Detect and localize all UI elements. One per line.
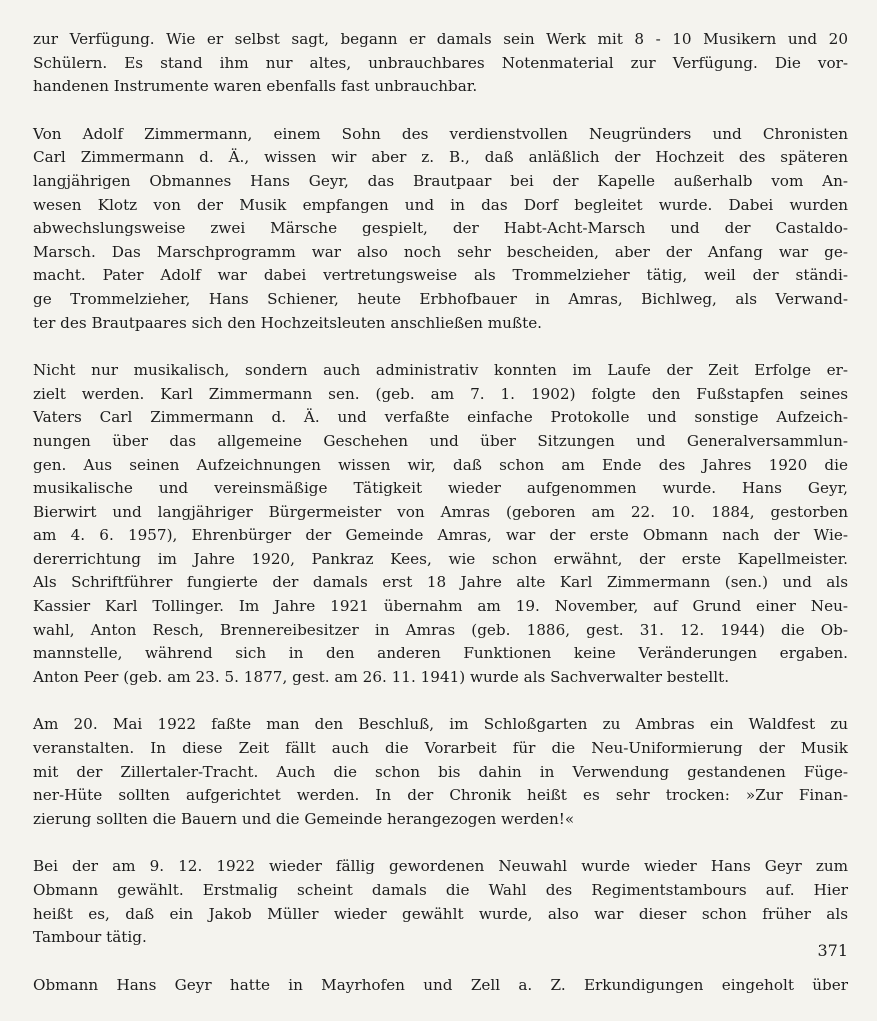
text-line: Am 20. Mai 1922 faßte man den Beschluß, im Schloßgarten zu Ambras ein Waldfest zu [33, 715, 848, 734]
text-line: Bierwirt und langjähriger Bürgermeister von Amras (geboren am 22. 10. 1884, gestorben [33, 502, 848, 521]
paragraph-3 [33, 359, 848, 689]
text-line: musikalische und vereinsmäßige Tätigkeit wieder aufgenommen wurde. Hans Geyr, [33, 479, 848, 498]
text-line: Nicht nur musikalisch, sondern auch administrativ konnten im Laufe der Zeit Erfolge er- [33, 361, 848, 380]
text-line: Anton Peer (geb. am 23. 5. 1877, gest. am 26. 11. 1941) wurde als Sachverwalter bestellt. [33, 667, 730, 686]
text-line: handenen Instrumente waren ebenfalls fast unbrauchbar. [33, 77, 478, 96]
paragraph-5 [33, 855, 848, 949]
paragraph-4 [33, 713, 848, 831]
text-line: zielt werden. Karl Zimmermann sen. (geb. am 7. 1. 1902) folgte den Fußstapfen seines [33, 384, 848, 403]
text-line: gen. Aus seinen Aufzeichnungen wissen wir, daß schon am Ende des Jahres 1920 die [33, 455, 848, 474]
text-line: dererrichtung im Jahre 1920, Pankraz Kees, wie schon erwähnt, der erste Kapellmeister. [33, 549, 848, 568]
text-line: heißt es, daß ein Jakob Müller wieder gewählt wurde, also war dieser schon früher als [33, 904, 848, 923]
text-line: Schülern. Es stand ihm nur altes, unbrauchbares Notenmaterial zur Verfügung. Die vor- [33, 53, 848, 72]
text-line: wesen Klotz von der Musik empfangen und in das Dorf begleitet wurde. Dabei wurden [33, 195, 848, 214]
text-line: Carl Zimmermann d. Ä., wissen wir aber z. B., daß anläßlich der Hochzeit des späteren [33, 148, 848, 167]
paragraph-2 [33, 123, 848, 335]
text-line: Kassier Karl Tollinger. Im Jahre 1921 übernahm am 19. November, auf Grund einer Neu- [33, 597, 848, 616]
text-line: Obmann Hans Geyr hatte in Mayrhofen und Zell a. Z. Erkundigungen eingeholt über [33, 975, 848, 994]
text-line: mannstelle, während sich in den anderen Funktionen keine Veränderungen ergaben. [33, 644, 848, 663]
text-line: nungen über das allgemeine Geschehen und über Sitzungen und Generalversammlun- [33, 431, 848, 450]
text-line: zur Verfügung. Wie er selbst sagt, begann er damals sein Werk mit 8 - 10 Musikern und 20 [33, 30, 848, 48]
text-line: Tambour tätig. [33, 928, 147, 947]
text-line: ge Trommelzieher, Hans Schiener, heute Erbhofbauer in Amras, Bichlweg, als Verwand- [33, 289, 848, 308]
paragraph-1 [33, 28, 848, 99]
text-line: veranstalten. In diese Zeit fällt auch die Vorarbeit für die Neu-Uniformierung der Musik [33, 739, 848, 758]
text-line: langjährigen Obmannes Hans Geyr, das Brautpaar bei der Kapelle außerhalb vom An- [33, 171, 848, 190]
text-line: Von Adolf Zimmermann, einem Sohn des verdienstvollen Neugründers und Chronisten [33, 124, 848, 143]
page-body [33, 28, 848, 1021]
text-line: zierung sollten die Bauern und die Gemeinde herangezogen werden!« [33, 809, 575, 828]
text-line: abwechslungsweise zwei Märsche gespielt, der Habt-Acht-Marsch und der Castaldo- [33, 219, 848, 238]
text-line: Obmann gewählt. Erstmalig scheint damals die Wahl des Regimentstambours auf. Hier [33, 881, 848, 899]
text-line: mit der Zillertaler-Tracht. Auch die schon bis dahin in Verwendung gestandenen Füge- [33, 762, 848, 781]
text-line: wahl, Anton Resch, Brennereibesitzer in Amras (geb. 1886, gest. 31. 12. 1944) die Ob- [33, 620, 848, 639]
page-number: 371 [817, 941, 848, 960]
text-line: Marsch. Das Marschprogramm war also noch sehr bescheiden, aber der Anfang war ge- [33, 242, 848, 261]
text-line: Bei der am 9. 12. 1922 wieder fällig gewordenen Neuwahl wurde wieder Hans Geyr zum [33, 857, 848, 876]
text-line: Vaters Carl Zimmermann d. Ä. und verfaßte einfache Protokolle und sonstige Aufzeich- [33, 408, 848, 427]
text-line: macht. Pater Adolf war dabei vertretungsweise als Trommelzieher tätig, weil der ständi- [33, 266, 848, 285]
text-line: am 4. 6. 1957), Ehrenbürger der Gemeinde Amras, war der erste Obmann nach der Wie- [33, 526, 848, 545]
text-line: Als Schriftführer fungierte der damals erst 18 Jahre alte Karl Zimmermann (sen.) und als [33, 573, 848, 592]
text-line: ter des Brautpaares sich den Hochzeitsleuten anschließen mußte. [33, 313, 543, 332]
text-line: ner-Hüte sollten aufgerichtet werden. In der Chronik heißt es sehr trocken: »Zur Finan- [33, 786, 848, 805]
